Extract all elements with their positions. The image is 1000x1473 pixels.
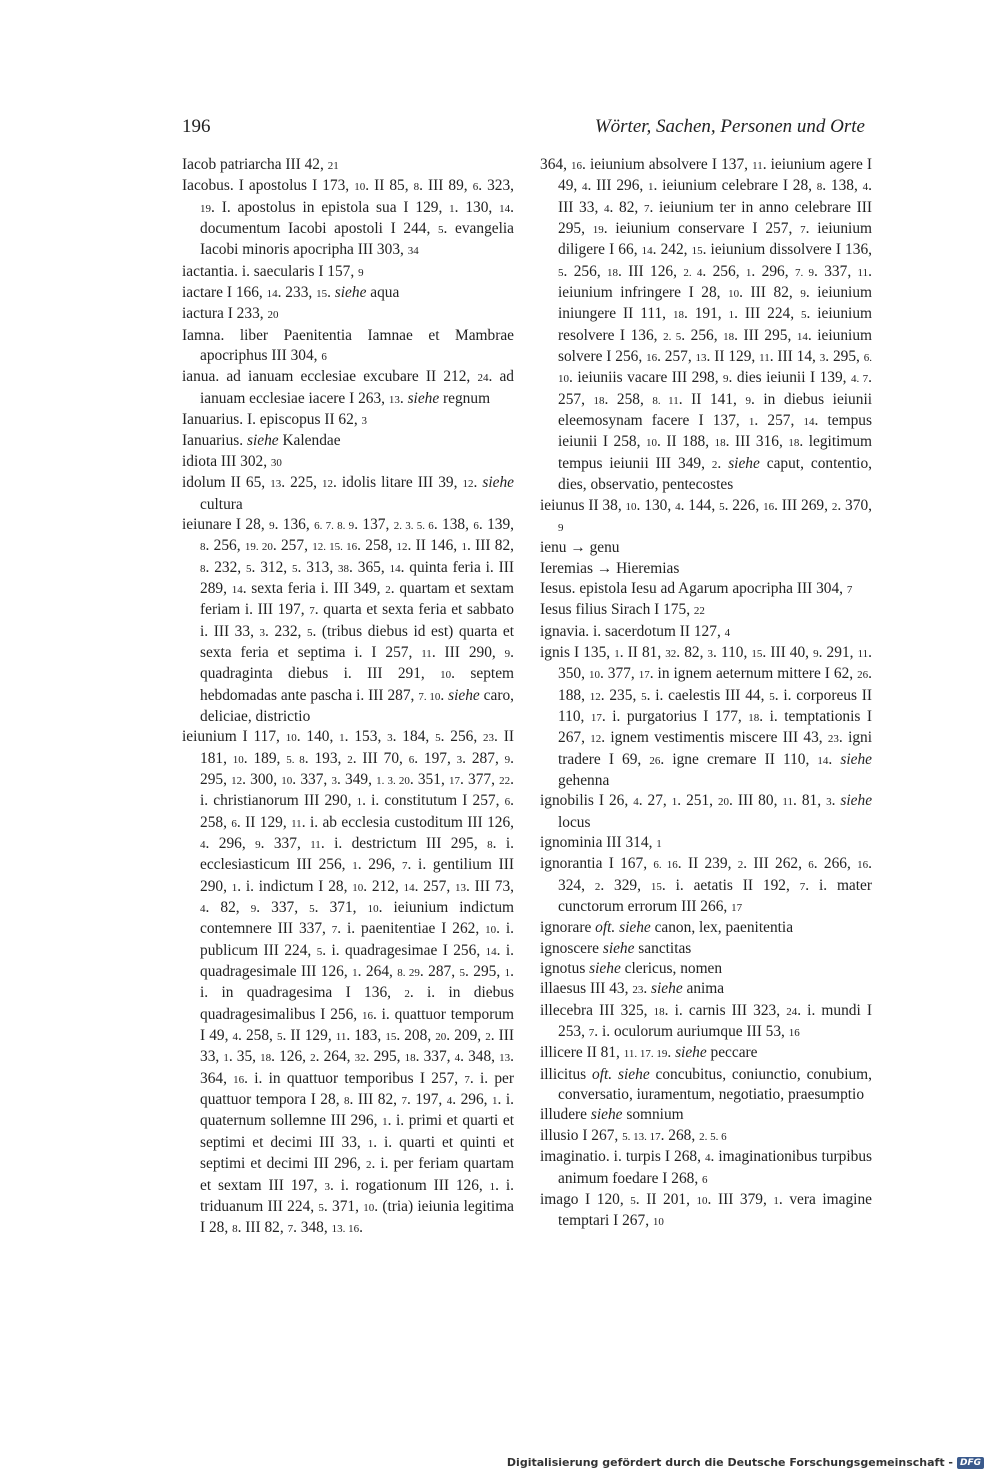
index-entry: ieiunare I 28, 9. 136, 6. 7. 8. 9. 137, 2. 3. 5. 6. 138, 6. 139, 8. 256, 19. 20. 257, 12. 15. 16. 258, 12. II 146, 1. III 82, 8. 232, 5. 312, 5. 313, 38. 365, 14. quinta feria i. III 289, 14. sexta feria i. III 349, 2. quartam et sextam feriam i. III 197, 7. quarta et sexta feria et sabbato i. III 33, 3. 232, 5. (tribus diebus id est) quarta et sexta feria et septima i. I 257, 11. III 290, 9. quadraginta diebus i. III 291, 10. septem hebdomadas ante pascha i. III 287, 7. 10. siehe caro, deliciae, districtio <box>182 515 515 725</box>
index-entry: ignotus siehe clericus, nomen <box>540 960 723 978</box>
index-entry: iactura I 233, 20 <box>182 305 279 323</box>
index-entry: illecebra III 325, 18. i. carnis III 323, 24. i. mundi I 253, 7. i. oculorum auriumque III 53, 16 <box>540 1001 872 1041</box>
running-title: Wörter, Sachen, Personen und Orte <box>594 116 865 137</box>
index-entry: ianua. ad ianuam ecclesiae excubare II 212, 24. ad ianuam ecclesiae iacere I 263, 13. siehe regnum <box>182 368 514 407</box>
index-entry: imago I 120, 5. II 201, 10. III 379, 1. vera imagine temptari I 267, 10 <box>540 1190 872 1230</box>
footer-credit <box>507 1456 984 1469</box>
index-entry: idiota III 302, 30 <box>182 452 282 470</box>
index-entry: Iacobus. I apostolus I 173, 10. II 85, 8. III 89, 6. 323, 19. I. apostolus in epistola sua I 129, 1. 130, 14. documentum Iacobi apostoli I 244, 5. evangelia Iacobi minoris apocripha III 303, 34 <box>182 177 514 259</box>
left-index-column <box>182 155 514 1240</box>
index-entry: imaginatio. i. turpis I 268, 4. imaginationibus turpibus animum foedare I 268, 6 <box>540 1148 873 1187</box>
index-entry: idolum II 65, 13. 225, 12. idolis litare III 39, 12. siehe cultura <box>182 474 514 513</box>
index-entry: iactantia. i. saecularis I 157, 9 <box>182 262 364 280</box>
index-entry: iactare I 166, 14. 233, 15. siehe aqua <box>182 284 400 302</box>
index-entry: ieiunium I 117, 10. 140, 1. 153, 3. 184, 5. 256, 23. II 181, 10. 189, 5. 8. 193, 2. III 70, 6. 197, 3. 287, 9. 295, 12. 300, 10. 337, 3. 349, 1. 3. 20. 351, 17. 377, 22. i. christianorum III 290, 1. i. constitutum I 257, 6. 258, 6. II 129, 11. i. ab ecclesia custoditum III 126, 4. 296, 9. 337, 11. i. destrictum III 295, 8. i. ecclesiasticum III 256, 1. 296, 7. i. gentilium III 290, 1. i. indictum I 28, 10. 212, 14. 257, 13. III 73, 4. 82, 9. 337, 5. 371, 10. ieiunium indictum contemnere III 337, 7. i. paenitentiae I 262, 10. i. publicum III 224, 5. i. quadragesimae I 256, 14. i. quadragesimale III 126, 1. 264, 8. 29. 287, 5. 295, 1. i. in quadragesima I 136, 2. i. in diebus quadragesimalibus I 256, 16. i. quattuor temporum I 49, 4. 258, 5. II 129, 11. 183, 15. 208, 20. 209, 2. III 33, 1. 35, 18. 126, 2. 264, 32. 295, 18. 337, 4. 348, 13. 364, 16. i. in quattuor temporibus I 257, 7. i. per quattuor tempora I 28, 8. III 82, 7. 197, 4. 296, 1. i. quaternum sollemne III 296, 1. i. primi et quarti et septimi et decimi III 33, 1. i. quarti et quinti et septimi et decimi III 296, 2. i. per feriam quartam et sextam III 197, 3. i. rogationum III 126, 1. i. triduanum III 224, 5. 371, 10. (tria) ieiunia legitima I 28, 8. III 82, 7. 348, 13. 16. <box>182 728 515 1237</box>
index-entry: illaesus III 43, 23. siehe anima <box>540 980 725 998</box>
index-entry: illusio I 267, 5. 13. 17. 268, 2. 5. 6 <box>540 1126 727 1144</box>
index-entry: Ianuarius. siehe Kalendae <box>182 432 341 450</box>
index-entry: illudere siehe somnium <box>540 1106 684 1124</box>
index-entry: Iacob patriarcha III 42, 21 <box>182 156 339 173</box>
index-entry: ignobilis I 26, 4. 27, 1. 251, 20. III 80, 11. 81, 3. siehe locus <box>540 792 873 831</box>
index-entry: ignominia III 314, 1 <box>540 834 662 851</box>
right-index-column <box>540 155 872 1233</box>
index-entry: Iesus. epistola Iesu ad Agarum apocripha III 304, 7 <box>540 579 853 597</box>
page-number: 196 <box>182 116 211 137</box>
index-entry: ienu → genu <box>540 539 620 557</box>
index-entry: ieiunus II 38, 10. 130, 4. 144, 5. 226, 16. III 269, 2. 370, 9 <box>540 496 872 534</box>
dfg-logo: DFG <box>957 1457 984 1469</box>
index-entry: illicere II 81, 11. 17. 19. siehe peccare <box>540 1044 758 1062</box>
index-entry: ignavia. i. sacerdotum II 127, 4 <box>540 622 731 640</box>
index-entry: Ieremias → Hieremias <box>540 559 680 577</box>
index-entry: ignoscere siehe sanctitas <box>540 939 692 957</box>
footer-text: Digitalisierung gefördert durch die Deutsche Forschungsgemeinschaft - <box>506 1456 953 1469</box>
index-entry: Iesus filius Sirach I 175, 22 <box>540 601 705 619</box>
index-entry: ignis I 135, 1. II 81, 32. 82, 3. 110, 15. III 40, 9. 291, 11. 350, 10. 377, 17. in ignem aeternum mittere I 62, 26. 188, 12. 235, 5. i. caelestis III 44, 5. i. corporeus II 110, 17. i. purgatorius I 177, 18. i. temptationis I 267, 12. ignem vestimentis miscere III 43, 23. igni tradere I 69, 26. igne cremare II 110, 14. siehe gehenna <box>540 643 873 789</box>
index-entry: 364, 16. ieiunium absolvere I 137, 11. ieiunium agere I 49, 4. III 296, 1. ieiunium celebrare I 28, 8. 138, 4. III 33, 4. 82, 7. ieiunium ter in anno celebrare III 295, 19. ieiunium conservare I 257, 7. ieiunium diligere I 66, 14. 242, 15. ieiunium dissolvere I 136, 5. 256, 18. III 126, 2. 4. 256, 1. 296, 7. 9. 337, 11. ieiunium infringere I 28, 10. III 82, 9. ieiunium iniungere II 111, 18. 191, 1. III 224, 5. ieiunium resolvere I 136, 2. 5. 256, 18. III 295, 14. ieiunium solvere I 256, 16. 257, 13. II 129, 11. III 14, 3. 295, 6. 10. ieiuniis vacare III 298, 9. dies ieiunii I 139, 4. 7. 257, 18. 258, 8. 11. II 141, 9. in diebus ieiunii eleemosynam facere I 137, 1. 257, 14. tempus ieiunii I 258, 10. II 188, 18. III 316, 18. legitimum tempus ieiunii III 349, 2. siehe caput, contentio, dies, observatio, pentecostes <box>540 156 873 494</box>
index-entry: illicitus oft. siehe concubitus, coniunctio, conubium, conversatio, iuramentum, negotiatio, praesumptio <box>540 1065 872 1104</box>
index-entry: ignorantia I 167, 6. 16. II 239, 2. III 262, 6. 266, 16. 324, 2. 329, 15. i. aetatis II 192, 7. i. mater cunctorum errorum III 266, 17 <box>540 855 872 916</box>
index-entry: ignorare oft. siehe canon, lex, paenitentia <box>540 919 794 937</box>
index-entry: Ianuarius. I. episcopus II 62, 3 <box>182 411 368 429</box>
index-entry: Iamna. liber Paenitentia Iamnae et Mambrae apocriphus III 304, 6 <box>182 326 514 365</box>
